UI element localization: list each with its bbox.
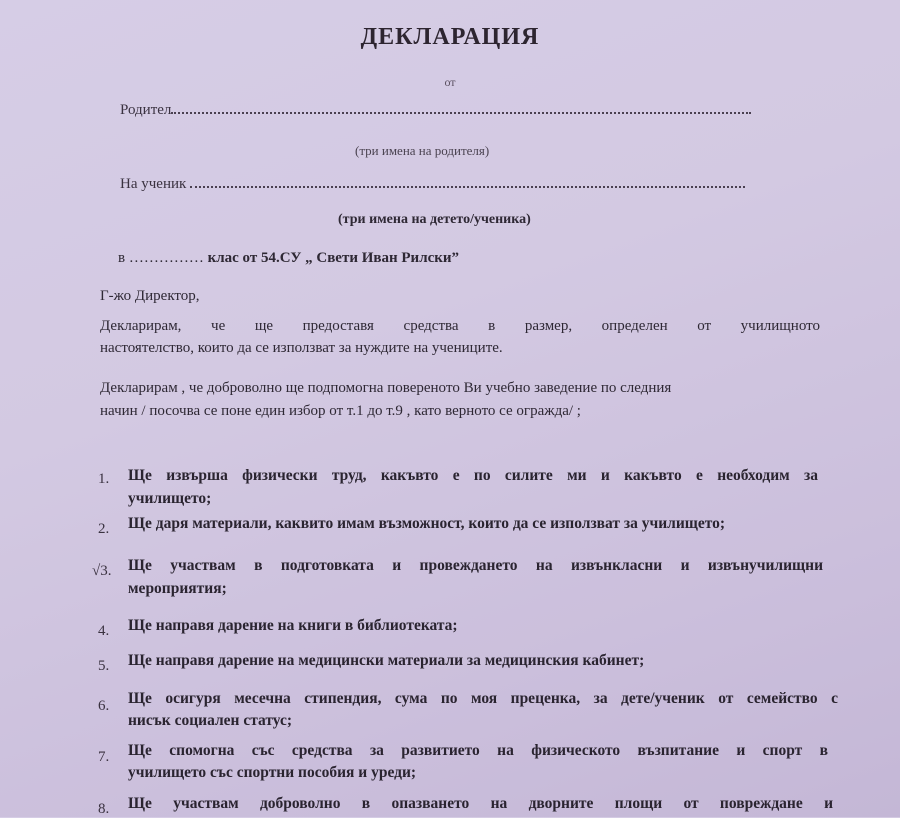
student-label: На ученик	[120, 176, 187, 192]
student-field	[120, 174, 745, 193]
paragraph1-line1: Декларирам, че ще предоставя средства в размер, определен от училищното	[100, 318, 820, 334]
parent-field	[120, 100, 751, 119]
item-number-checked: √3.	[92, 563, 112, 579]
item-text-line2: мероприятия;	[128, 580, 227, 597]
item-text-line2: училището със спортни пособия и уреди;	[128, 764, 417, 781]
item-text-line1: Ще даря материали, каквито имам възможност, които да се използват за училището;	[128, 515, 726, 532]
parent-name-blank[interactable]	[171, 100, 751, 114]
class-school: клас от 54.СУ „ Свети Иван Рилски”	[207, 250, 460, 266]
item-text-line1: Ще направя дарение на книги в библиотеката;	[128, 617, 458, 634]
item-number: 5.	[98, 658, 110, 674]
parent-hint: (три имена на родителя)	[355, 143, 490, 158]
class-blank[interactable]: ……………	[128, 250, 204, 266]
item-text-line1: Ще извърша физически труд, какъвто е по силите ми и какъвто е необходим за	[128, 467, 818, 484]
list-item	[98, 748, 109, 766]
list-item	[98, 800, 109, 818]
item-number: 7.	[98, 749, 110, 765]
paragraph1-line2: настоятелство, които да се използват за нуждите на учениците.	[100, 340, 503, 356]
from-label: от	[444, 75, 456, 89]
item-number: 2.	[98, 521, 110, 537]
item-text-line2: училището;	[128, 490, 212, 507]
item-number: 1.	[98, 471, 110, 487]
item-number: 8.	[98, 801, 110, 817]
item-text-line2: нисък социален статус;	[128, 712, 293, 729]
list-item	[98, 657, 109, 675]
item-number: 6.	[98, 698, 110, 714]
student-hint: (три имена на детето/ученика)	[338, 212, 531, 227]
list-item	[98, 520, 109, 538]
list-item	[98, 470, 109, 488]
class-line	[118, 250, 459, 267]
parent-label: Родител	[120, 102, 172, 118]
list-item	[92, 562, 111, 580]
item-text-line1: Ще направя дарение на медицински материали за медицинския кабинет;	[128, 652, 645, 669]
item-text-line1: Ще участвам в подготовката и провеждането на извънкласни и извънучилищни	[128, 557, 823, 574]
class-prefix: в	[118, 250, 126, 266]
item-number: 4.	[98, 623, 110, 639]
item-text-line1: Ще осигуря месечна стипендия, сума по моя преценка, за дете/ученик от семейство с	[128, 690, 838, 707]
list-item	[98, 697, 109, 715]
item-text-line1: Ще участвам доброволно в опазването на дворните площи от повреждане и	[128, 795, 833, 812]
student-name-blank[interactable]	[190, 174, 745, 188]
list-item	[98, 622, 109, 640]
item-text-line1: Ще спомогна със средства за развитието на физическото възпитание и спорт в	[128, 742, 828, 759]
document-title: ДЕКЛАРАЦИЯ	[360, 24, 540, 50]
paragraph2-line2: начин / посочва се поне един избор от т.1 до т.9 , като верното се огражда/ ;	[100, 403, 581, 419]
paragraph2-line1: Декларирам , че доброволно ще подпомогна поверенoто Ви учебно заведение по следния	[100, 380, 672, 396]
salutation: Г-жо Директор,	[100, 288, 200, 304]
